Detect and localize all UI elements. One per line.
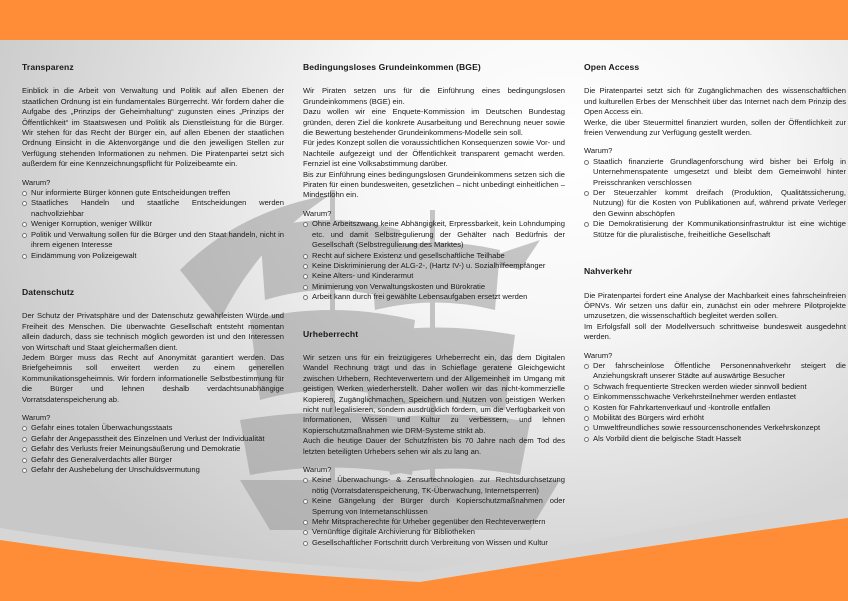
section-title: Datenschutz	[22, 286, 75, 297]
bullet-list	[22, 188, 284, 261]
list-item: Der Steuerzahler kommt dreifach (Produktion, Qualitätssicherung, Nutzung) für die Kosten von Publikationen auf, während private Verleger den Gewinn abschöpfen	[584, 188, 846, 219]
bullet-list	[303, 475, 565, 548]
section-paragraph: Dazu wollen wir eine Enquete-Kommission im Deutschen Bundestag gründen, deren Ziel die konkrete Ausarbeitung und Berechnung neuer sowie die Bewertung bestehender Grundeinkommens-Modelle sein soll.	[303, 107, 565, 138]
section-bge	[303, 62, 565, 303]
column-middle	[303, 62, 565, 574]
column-left	[22, 62, 284, 501]
section-title: Urheberrecht	[303, 328, 359, 339]
bullet-list	[22, 423, 284, 475]
section-paragraph: Jedem Bürger muss das Recht auf Anonymität garantiert werden. Das Briefgeheimnis soll erweitert werden zu einem generellen Kommunikationsgeheimnis. Wir fordern informationelle Selbstbestimmung für die Bürger und lehnen deshalb verdachtsunabhängige Vorratsdatenspeicherung ab.	[22, 352, 284, 404]
section-paragraph: Werke, die über Steuermittel finanziert wurden, sollen der Öffentlichkeit zur freien Verwendung zur Verfügung gestellt werden.	[584, 117, 846, 138]
list-item: Mobilität des Bürgers wird erhöht	[584, 413, 846, 423]
section-paragraph: Wir Piraten setzen uns für die Einführung eines bedingungslosen Grundeinkommens (BGE) ein.	[303, 86, 565, 106]
list-item: Eindämmung von Polizeigewalt	[22, 251, 284, 261]
list-item: Mehr Mitspracherechte für Urheber gegenüber den Rechteverwertern	[303, 517, 565, 527]
why-label: Warum?	[303, 465, 332, 474]
bullet-list	[584, 361, 846, 444]
list-item: Gefahr des Generalverdachts aller Bürger	[22, 455, 284, 465]
list-item: Einkommensschwache Verkehrsteilnehmer werden entlastet	[584, 392, 846, 402]
list-item: Der fahrscheinlose Öffentliche Personennahverkehr steigert die Anziehungskraft unserer Städte auf auswärtige Besucher	[584, 361, 846, 382]
bullet-list	[584, 157, 846, 240]
section-title: Bedingungsloses Grundeinkommen (BGE)	[303, 62, 481, 72]
section-nahverkehr	[584, 266, 846, 444]
list-item: Keine Alters- und Kinderarmut	[303, 271, 565, 281]
section-paragraph: Im Erfolgsfall soll der Modellversuch schrittweise bundesweit ausgedehnt werden.	[584, 321, 846, 342]
section-paragraph: Wir setzen uns für ein freizügigeres Urheberrecht ein, das dem Digitalen Wandel Rechnung trägt und das in Schieflage geratene Gleichgewicht zwischen Urhebern, Rechteverwertern und der Allgemeinheit im Umgang mit geistigen Werken wiederherstellt. Daher wollen wir das nicht-kommerzielle Kopieren, Zugänglichmachen, Speichern und Nutzen von geistigen Werken nicht nur legalisieren, sondern ausdrücklich fördern, um die Verfügbarkeit von Informationen, Wissen und Kultur zu verbessern, und lehnen Kopierschutzmaßnahmen wie DRM-Systeme strikt ab.	[303, 352, 565, 435]
why-label: Warum?	[22, 177, 51, 187]
list-item: Gefahr des Verlusts freier Meinungsäußerung und Demokratie	[22, 444, 284, 454]
list-item: Keine Überwachungs- & Zensurtechnologien zur Rechtsdurchsetzung nötig (Vorratsdatenspeicherung, TK-Überwachung, Internetsperren)	[303, 475, 565, 496]
list-item: Weniger Korruption, weniger Willkür	[22, 219, 284, 229]
section-title: Nahverkehr	[584, 266, 633, 277]
list-item: Kosten für Fahrkartenverkauf und -kontrolle entfallen	[584, 403, 846, 413]
column-right	[584, 62, 846, 470]
list-item: Vernünftige digitale Archivierung für Bibliotheken	[303, 527, 565, 537]
why-label: Warum?	[584, 350, 613, 360]
section-urheberrecht	[303, 329, 565, 549]
list-item: Gefahr der Aushebelung der Unschuldsvermutung	[22, 465, 284, 475]
section-paragraph: Die Piratenpartei setzt sich für Zugänglichmachen des wissenschaftlichen und kulturellen Erbes der Menschheit über das Internet nach dem Prinzip des Open Access ein.	[584, 86, 846, 117]
section-transparenz	[22, 62, 284, 261]
list-item: Staatliches Handeln und staatliche Entscheidungen werden nachvollziehbar	[22, 198, 284, 219]
list-item: Nur informierte Bürger können gute Entscheidungen treffen	[22, 188, 284, 198]
list-item: Recht auf sichere Existenz und gesellschaftliche Teilhabe	[303, 251, 565, 261]
section-datenschutz	[22, 287, 284, 476]
list-item: Keine Diskriminierung der ALG-2-, (Hartz IV-) u. Sozialhilfeempfänger	[303, 261, 565, 271]
list-item: Minimierung von Verwaltungskosten und Bürokratie	[303, 282, 565, 292]
list-item: Schwach frequentierte Strecken werden wieder sinnvoll bedient	[584, 382, 846, 392]
section-paragraph: Die Piratenpartei fordert eine Analyse der Machbarkeit eines fahrscheinfreien ÖPNVs. Wir setzen uns dafür ein, zunächst ein oder mehrere Pilotprojekte umzusetzen, die wissenschaftlich begleitet werden sollen.	[584, 290, 846, 321]
section-paragraph: Der Schutz der Privatsphäre und der Datenschutz gewährleisten Würde und Freiheit des Menschen. Die überwachte Gesellschaft entsteht momentan allein dadurch, dass sie technisch möglich geworden ist und den Interessen von Wirtschaft und Staat gleichermaßen dient.	[22, 311, 284, 352]
list-item: Die Demokratisierung der Kommunikationsinfrastruktur ist eine wichtige Stütze für die pluralistische, freiheitliche Gesellschaft	[584, 219, 846, 240]
section-open-access	[584, 62, 846, 240]
section-paragraph: Für jedes Konzept sollen die voraussichtlichen Konsequenzen sowie Vor- und Nachteile aufgezeigt und der Öffentlichkeit transparent gemacht werden. Fernziel ist eine Volksabstimmung darüber.	[303, 138, 565, 169]
bullet-list	[303, 219, 565, 302]
section-paragraph: Einblick in die Arbeit von Verwaltung und Politik auf allen Ebenen der staatlichen Ordnung ist ein fundamentales Bürgerrecht. Wir fordern daher die Aufgabe des „Prinzips der Geheimhaltung“ zugunsten eines „Prinzips der Öffentlichkeit“ im Staatswesen und Politik als Dienstleistung für die Bürger. Wir stehen für das Recht der Bürger ein, auf allen Ebenen der staatlichen Ordnung Einsicht in die Aktenvorgänge und die den jeweiligen Stellen zur Verfügung stehenden Informationen zu nehmen. Die Piratenpartei setzt sich außerdem für eine Kennzeichnungspflicht für Polizeibeamte ein.	[22, 86, 284, 169]
list-item: Gesellschaftlicher Fortschritt durch Verbreitung von Wissen und Kultur	[303, 538, 565, 548]
list-item: Als Vorbild dient die belgische Stadt Hasselt	[584, 434, 846, 444]
list-item: Keine Gängelung der Bürger durch Kopierschutzmaßnahmen oder Sperrung von Internetanschlüssen	[303, 496, 565, 517]
list-item: Gefahr der Angepasstheit des Einzelnen und Verlust der Individualität	[22, 434, 284, 444]
list-item: Ohne Arbeitszwang keine Abhängigkeit, Erpressbarkeit, kein Lohndumping etc. und damit Selbstregulierung der Gehälter nach Bedürfnis der Gesellschaft (Selbstregulierung des Marktes)	[303, 219, 565, 250]
list-item: Politik und Verwaltung sollen für die Bürger und den Staat handeln, nicht in ihrem eigenen Interesse	[22, 230, 284, 251]
list-item: Staatlich finanzierte Grundlagenforschung wird bisher bei Erfolg in Unternehmenspatente umgesetzt und bleibt dem Gemeinwohl hinter Preisschranken verschlossen	[584, 157, 846, 188]
why-label: Warum?	[22, 412, 51, 422]
why-label: Warum?	[303, 208, 332, 218]
list-item: Arbeit kann durch frei gewählte Lebensaufgaben ersetzt werden	[303, 292, 565, 302]
section-paragraph: Bis zur Einführung eines bedingungslosen Grundeinkommens setzen sich die Piraten für einen bundesweiten, gesetzlichen – nicht unbedingt einheitlichen – Mindestlohn ein.	[303, 169, 565, 200]
list-item: Gefahr eines totalen Überwachungsstaats	[22, 423, 284, 433]
why-label: Warum?	[584, 146, 613, 156]
section-title: Open Access	[584, 62, 640, 72]
list-item: Umweltfreundliches sowie ressourcenschonendes Verkehrskonzept	[584, 423, 846, 433]
top-orange-band	[0, 0, 848, 40]
section-paragraph: Auch die heutige Dauer der Schutzfristen bis 70 Jahre nach dem Tod des letzten beteiligten Urhebers sehen wir als zu lang an.	[303, 436, 565, 456]
section-title: Transparenz	[22, 62, 74, 72]
